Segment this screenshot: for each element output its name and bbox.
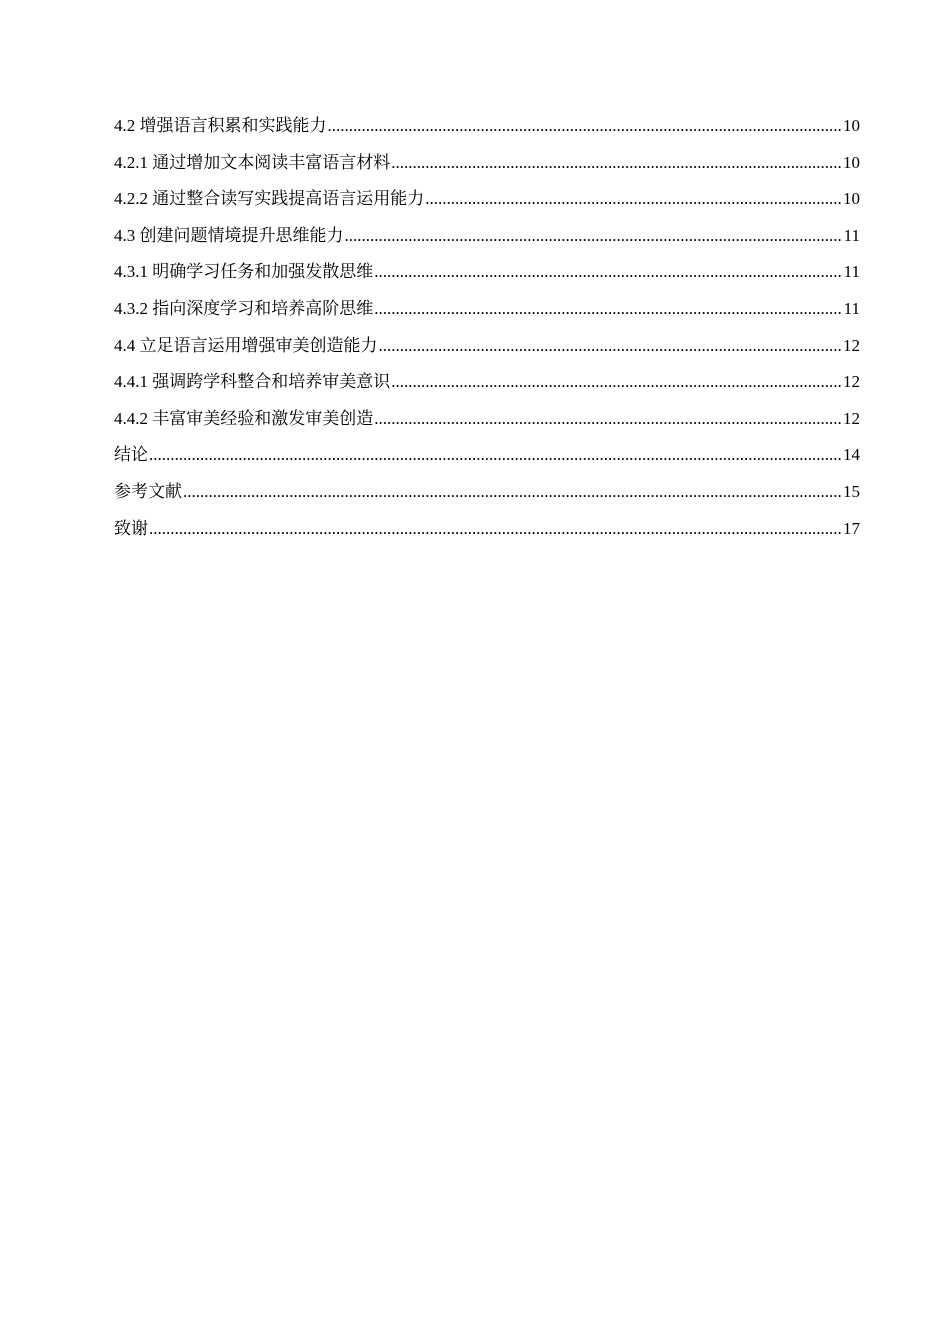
toc-entry-title: 4.3.1 明确学习任务和加强发散思维 [114,262,374,282]
toc-dot-leader [391,149,842,177]
toc-entry-title: 4.3 创建问题情境提升思维能力 [114,225,344,245]
toc-entry-title: 参考文献 [114,481,182,501]
toc-entry-title: 结论 [114,445,148,465]
toc-dot-leader [183,478,842,506]
toc-dot-leader [345,222,843,250]
toc-entry-page: 14 [843,445,860,465]
toc-entry-page: 11 [843,225,860,245]
toc-entry[interactable] [114,185,860,222]
toc-dot-leader [149,515,842,543]
toc-entry[interactable] [114,112,860,149]
toc-entry-page: 12 [843,372,860,392]
toc-entry-page: 17 [843,518,860,538]
toc-dot-leader [391,368,842,396]
toc-entry[interactable] [114,222,860,259]
toc-entry[interactable] [114,515,860,552]
toc-entry-page: 12 [843,408,860,428]
toc-entry-title: 4.2.2 通过整合读写实践提高语言运用能力 [114,189,425,209]
toc-dot-leader [374,295,842,323]
toc-entry-title: 4.4.2 丰富审美经验和激发审美创造 [114,408,374,428]
toc-entry[interactable] [114,441,860,478]
table-of-contents [114,112,860,551]
toc-dot-leader [374,405,842,433]
toc-entry-title: 4.3.2 指向深度学习和培养高阶思维 [114,298,374,318]
toc-entry[interactable] [114,258,860,295]
toc-entry-page: 11 [843,262,860,282]
toc-entry[interactable] [114,332,860,369]
toc-dot-leader [149,441,842,469]
toc-entry[interactable] [114,295,860,332]
toc-entry[interactable] [114,478,860,515]
toc-entry-page: 11 [843,298,860,318]
toc-entry-title: 4.4 立足语言运用增强审美创造能力 [114,335,378,355]
toc-entry-title: 致谢 [114,518,148,538]
toc-entry[interactable] [114,405,860,442]
toc-entry-page: 15 [843,481,860,501]
toc-dot-leader [374,258,842,286]
toc-entry-page: 10 [843,189,860,209]
toc-entry-title: 4.4.1 强调跨学科整合和培养审美意识 [114,372,391,392]
toc-entry[interactable] [114,149,860,186]
toc-entry-title: 4.2 增强语言积累和实践能力 [114,116,327,135]
toc-entry-page: 10 [843,152,860,172]
toc-entry-title: 4.2.1 通过增加文本阅读丰富语言材料 [114,152,391,172]
toc-dot-leader [328,112,843,140]
toc-entry[interactable] [114,368,860,405]
toc-entry-page: 12 [843,335,860,355]
toc-dot-leader [425,185,842,213]
toc-dot-leader [379,332,843,360]
toc-entry-page: 10 [843,116,860,135]
